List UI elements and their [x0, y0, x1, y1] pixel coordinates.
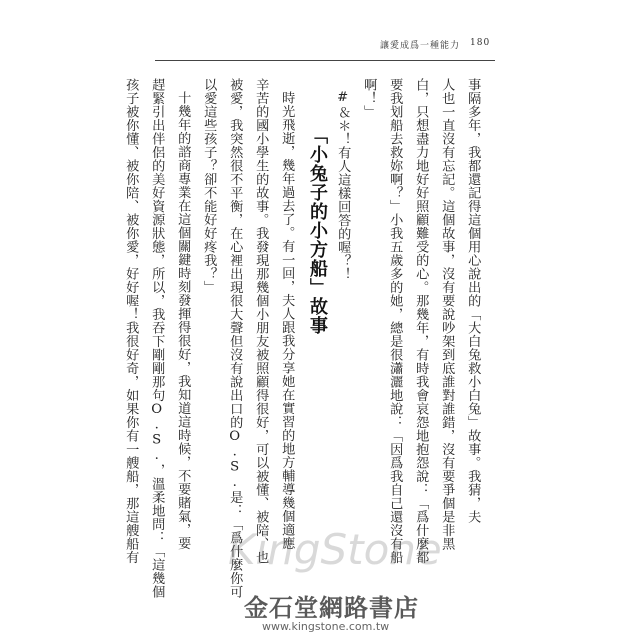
- running-head: [380, 38, 490, 51]
- text-column: 趕緊引出伴侶的美好資源狀態，所以，我吞下剛剛那句O.S.，溫柔地問：「這幾個: [149, 78, 165, 599]
- watermark-store-name: 金石堂網路書店: [244, 593, 419, 622]
- text-column: 事隔多年，我都還記得這個用心說出的「大白兔救小白兔」故事。我猜，夫: [465, 78, 481, 524]
- running-title: 讓愛成爲一種能力: [380, 41, 461, 51]
- page-number: 180: [470, 38, 491, 48]
- watermark-logo: KingStone: [228, 525, 442, 574]
- text-column: 啊！」: [361, 78, 377, 119]
- text-column: 孩子被你懂、被你陪、被你愛，好好喔！我很好奇，如果你有一艘船，那這艘船有: [123, 78, 139, 564]
- section-heading: 「小兔子的小方船」故事: [307, 126, 328, 335]
- header-rule: [155, 60, 495, 61]
- text-column: 要我划船去救妳啊？」小我五歲多的她，總是很瀟灑地說：「因爲我自己還沒有船: [387, 78, 403, 564]
- text-column: 十幾年的諮商專業在這個關鍵時刻發揮得很好，我知道這時候，不要賭氣，要: [175, 91, 191, 550]
- text-column: #＆＊！有人這樣回答的喔？！: [335, 90, 351, 281]
- text-column: 以愛這些孩子？卻不能好好疼我？」: [201, 78, 217, 294]
- text-column: 人也一直沒有忘記。這個故事，沒有要說吵架到底誰對誰錯，沒有要爭個是非黑: [439, 78, 455, 551]
- text-column: 被愛，我突然很不平衡，在心裡出現很大聲但沒有說出口的O.S.是：「爲什麼你可: [227, 78, 243, 599]
- text-column: 辛苦的國小學生的故事。我發現那幾個小朋友被照顧得很好，可以被懂、被陪、也: [253, 78, 269, 564]
- text-column: 白，只想盡力地好好照顧難受的心。那幾年，有時我會哀怨地抱怨說：「爲什麼都: [413, 78, 429, 564]
- text-column: 時光飛逝，幾年過去了。有一回，夫人跟我分享她在實習的地方輔導幾個適應: [279, 91, 295, 550]
- watermark-url: www.kingstone.com.tw: [262, 620, 390, 633]
